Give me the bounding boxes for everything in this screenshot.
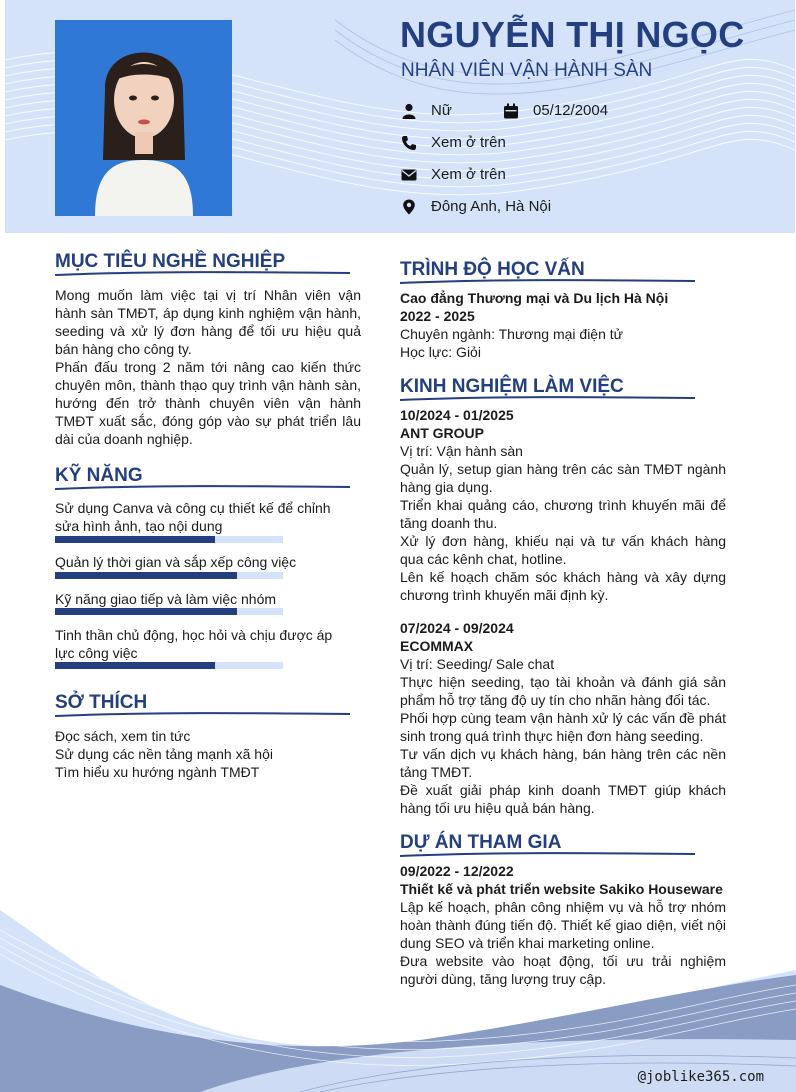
candidate-name: NGUYỄN THỊ NGỌC [400,14,745,55]
phone-value: Xem ở trên [431,134,506,151]
job-period: 10/2024 - 01/2025 [400,407,514,423]
objective-title: MỤC TIÊU NGHỀ NGHIỆP [55,251,286,272]
birthdate-row [503,101,608,121]
education-underline [400,278,695,286]
job-duty: Triển khai quảng cáo, chương trình khuyến mãi để tăng doanh thu. [400,497,726,531]
job-duty: Phối hợp cùng team vận hành xử lý các vấn đề phát sinh trong quá trình thực hiện đơn hàng seeding. [400,710,726,744]
phone-icon [401,135,417,151]
skill-label: Quản lý thời gian và sắp xếp công việc [55,554,297,570]
person-portrait-icon [55,20,232,216]
project-period: 09/2022 - 12/2022 [400,863,514,879]
job-duty: Lên kế hoạch chăm sóc khách hàng và xây dựng chương trình khuyến mãi định kỳ. [400,569,726,603]
job-position: Vị trí: Vận hành sàn [400,443,523,459]
job-entry [400,619,726,817]
skill-label: Sử dụng Canva và công cụ thiết kế để chỉnh sửa hình ảnh, tạo nội dung [55,500,331,534]
job-duty: Tư vấn dịch vụ khách hàng, bán hàng trên các nền tảng TMĐT. [400,746,726,780]
site-credit: @joblike365.com [637,1069,764,1085]
skill-bar [55,536,283,543]
experience-underline [400,395,695,403]
skill-label: Kỹ năng giao tiếp và làm việc nhóm [55,591,277,607]
education-major: Chuyên ngành: Thương mại điện tử [400,326,624,342]
job-entry [400,406,726,604]
address-value: Đông Anh, Hà Nội [431,198,552,215]
experience-title: KINH NGHIỆM LÀM VIỆC [400,376,624,397]
phone-row [401,133,506,153]
skill-item [55,553,345,571]
gender-row [401,101,452,121]
job-company: ANT GROUP [400,425,484,441]
skill-item [55,590,345,608]
project-entry [400,862,726,988]
skill-bar-fill [55,662,215,669]
education-period: 2022 - 2025 [400,308,475,324]
skill-item [55,626,345,662]
objective-underline [55,270,350,278]
education-block [400,289,726,361]
skill-bar-fill [55,608,237,615]
gender-value: Nữ [431,102,452,119]
hobby-item: Sử dụng các nền tảng mạnh xã hội [55,746,273,762]
skill-bar [55,608,283,615]
birthdate-value: 05/12/2004 [533,102,609,119]
job-duty: Thực hiện seeding, tạo tài khoản và đánh giá sản phẩm hỗ trợ tăng độ uy tín cho nhãn hàng đối tác. [400,674,726,708]
education-grade: Học lực: Giỏi [400,344,481,360]
email-value: Xem ở trên [431,166,506,183]
job-duty: Đề xuất giải pháp kinh doanh TMĐT giúp khách hàng tối ưu hiệu quả bán hàng. [400,782,726,816]
skill-bar-fill [55,536,215,543]
projects-title: DỰ ÁN THAM GIA [400,832,562,853]
objective-text [55,286,361,448]
school-name: Cao đẳng Thương mại và Du lịch Hà Nội [400,290,669,306]
map-pin-icon [401,199,417,215]
hobbies-underline [55,711,350,719]
job-period: 07/2024 - 09/2024 [400,620,514,636]
calendar-icon [503,103,519,119]
skill-bar [55,662,283,669]
job-title: NHÂN VIÊN VẬN HÀNH SÀN [401,60,653,81]
project-detail: Đưa website vào hoạt động, tối ưu trải nghiệm người dùng, tăng lượng truy cập. [400,953,726,987]
skills-title: KỸ NĂNG [55,465,143,486]
skill-bar [55,572,283,579]
user-icon [401,103,417,119]
job-company: ECOMMAX [400,638,474,654]
skill-bar-fill [55,572,237,579]
hobbies-title: SỞ THÍCH [55,692,148,713]
objective-paragraph: Phấn đấu trong 2 năm tới nâng cao kiến thức chuyên môn, thành thạo quy trình vận hành sàn, hướng đến trở thành chuyên viên vận hành TMĐT xuất sắc, đóng góp vào sự phát triển lâu dài của doanh nghiệp. [55,359,361,447]
job-duty: Quản lý, setup gian hàng trên các sàn TMĐT ngành hàng gia dụng. [400,461,726,495]
profile-photo [55,20,232,216]
hobby-item: Tìm hiểu xu hướng ngành TMĐT [55,764,260,780]
address-row [401,197,551,217]
education-title: TRÌNH ĐỘ HỌC VẤN [400,259,585,280]
project-detail: Lập kế hoạch, phân công nhiệm vụ và hỗ trợ nhóm hoàn thành đúng tiến độ. Thiết kế giao diện, viết nội dung SEO và triển khai marketing online. [400,899,726,951]
hobbies-list [55,727,361,781]
projects-underline [400,851,695,859]
skills-underline [55,484,350,492]
objective-paragraph: Mong muốn làm việc tại vị trí Nhân viên vận hành sàn TMĐT, áp dụng kinh nghiệm vận hành, seeding và xử lý đơn hàng để tối ưu hiệu quả bán hàng cho công ty. [55,287,361,357]
skill-label: Tinh thần chủ động, học hỏi và chịu được áp lực công việc [55,627,333,661]
job-position: Vị trí: Seeding/ Sale chat [400,656,555,672]
project-name: Thiết kế và phát triển website Sakiko Houseware [400,881,723,897]
envelope-icon [401,167,417,183]
skill-item [55,499,345,535]
hobby-item: Đọc sách, xem tin tức [55,728,191,744]
job-duty: Xử lý đơn hàng, khiếu nại và tư vấn khách hàng qua các kênh chat, hotline. [400,533,726,567]
email-row [401,165,506,185]
